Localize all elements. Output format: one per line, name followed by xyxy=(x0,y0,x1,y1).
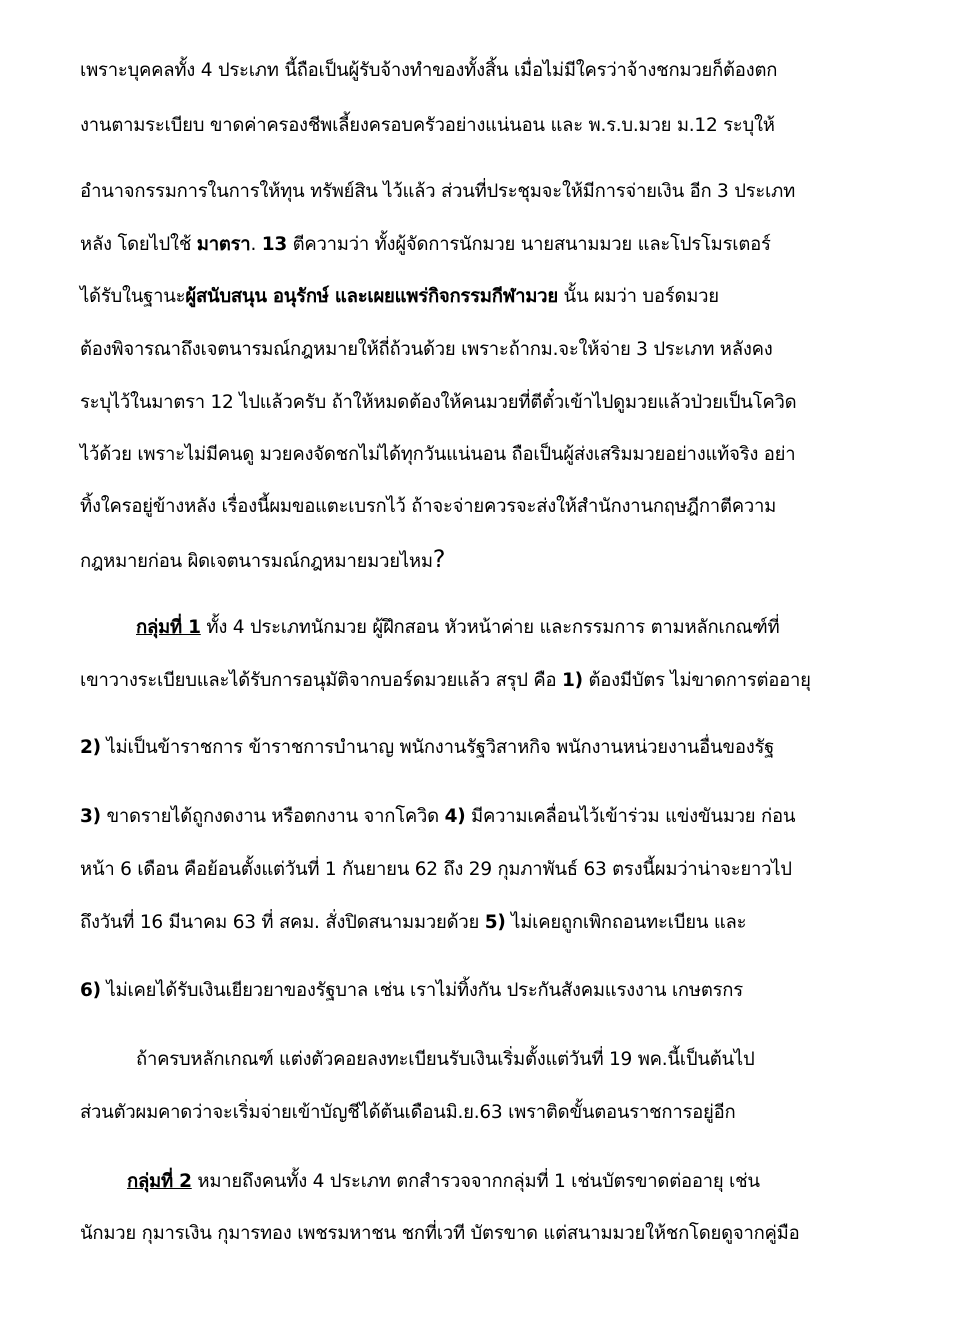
text-run: เขาวางระเบียบและได้รับการอนุมัติจากบอร์ดมวยแล้ว สรุป คือ xyxy=(80,670,563,691)
group-1-heading: กลุ่มที่ 1 xyxy=(136,617,201,638)
text-run: ไม่เป็นข้าราชการ ข้าราชการบำนาญ พนักงานรัฐวิสาหกิจ พนักงานหน่วยงานอื่นของรัฐ xyxy=(100,737,775,758)
item-number: 5) xyxy=(484,912,506,933)
group-2-heading: กลุ่มที่ 2 xyxy=(127,1171,192,1192)
text-run: ตีความว่า ทั้งผู้จัดการนักมวย นายสนามมวย และโปรโมรเตอร์ xyxy=(286,234,771,255)
paragraph-1-line-2 xyxy=(80,112,900,140)
text-run: ทิ้งใครอยู่ข้างหลัง เรื่องนี้ผมขอแตะเบรกไว้ ถ้าจะจ่ายควรจะส่งให้สำนักงานกฤษฎีกาตีความ xyxy=(80,496,777,517)
text-run: ไว้ด้วย เพราะไม่มีคนดู มวยคงจัดชกไม่ได้ทุกวันแน่นอน ถือเป็นผู้ส่งเสริมมวยอย่างแท้จริง อย่า xyxy=(80,444,796,465)
text-run: นั้น ผมว่า บอร์ดมวย xyxy=(557,286,719,307)
group-1-line-1 xyxy=(136,614,900,642)
registration-line-1 xyxy=(136,1046,900,1074)
text-run: กฎหมายก่อน ผิดเจตนารมณ์กฎหมายมวยไหม xyxy=(80,551,433,572)
bold-text-run: มาตรา xyxy=(196,234,251,255)
text-run: ถ้าครบหลักเกณฑ์ แต่งตัวคอยลงทะเบียนรับเงินเริ่มตั้งแต่วันที่ 19 พค.นี้เป็นต้นไป xyxy=(136,1049,755,1070)
text-run: ไม่เคยถูกเพิกถอนทะเบียน และ xyxy=(505,912,747,933)
group-2-line-1 xyxy=(127,1168,900,1196)
text-run: หลัง โดยไปใช้ xyxy=(80,234,197,255)
paragraph-1-line-10 xyxy=(80,545,900,576)
paragraph-1-line-9 xyxy=(80,493,900,521)
text-run: ทั้ง 4 ประเภทนักมวย ผู้ฝึกสอน หัวหน้าค่าย และกรรมการ ตามหลักเกณฑ์ที่ xyxy=(200,617,780,638)
text-run: เพราะบุคคลทั้ง 4 ประเภท นี้ถือเป็นผู้รับจ้างทำของทั้งสิ้น เมื่อไม่มีใครว่าจ้างชกมวยก็ต้องตก xyxy=(80,60,778,81)
paragraph-1-line-7 xyxy=(80,389,900,417)
text-run: ต้องพิจารณาถึงเจตนารมณ์กฎหมายให้ถี่ถ้วนด้วย เพราะถ้ากม.จะให้จ่าย 3 ประเภท หลังคง xyxy=(80,339,773,360)
text-run: . xyxy=(250,234,262,255)
paragraph-1-line-5 xyxy=(80,283,900,311)
item-number: 3) xyxy=(80,806,101,827)
text-run: ขาดรายได้ถูกงดงาน หรือตกงาน จากโควิด xyxy=(100,806,445,827)
registration-line-2 xyxy=(80,1099,900,1127)
paragraph-1-line-4 xyxy=(80,231,900,259)
bold-text-run: ผู้สนับสนุน อนุรักษ์ และเผยแพร่กิจกรรมกีฬามวย xyxy=(185,286,558,307)
group-1-line-7 xyxy=(80,977,900,1005)
question-mark: ? xyxy=(432,545,446,573)
text-run: ส่วนตัวผมคาดว่าจะเริ่มจ่ายเข้าบัญชีได้ต้นเดือนมิ.ย.63 เพราติดขั้นตอนราชการอยู่อีก xyxy=(80,1102,736,1123)
group-1-line-5 xyxy=(80,856,900,884)
item-number: 2) xyxy=(80,737,101,758)
text-run: ไม่เคยได้รับเงินเยียวยาของรัฐบาล เช่น เราไม่ทิ้งกัน ประกันสังคมแรงงาน เกษตรกร xyxy=(100,980,743,1001)
text-run: หมายถึงคนทั้ง 4 ประเภท ตกสำรวจจากกลุ่มที่ 1 เช่นบัตรขาดต่ออายุ เช่น xyxy=(191,1171,760,1192)
text-run: อำนาจกรรมการในการให้ทุน ทรัพย์สิน ไว้แล้ว ส่วนที่ประชุมจะให้มีการจ่ายเงิน อีก 3 ประเภท xyxy=(80,181,796,202)
text-run: ระบุไว้ในมาตรา 12 ไปแล้วครับ ถ้าให้หมดต้องให้คนมวยที่ตีตั๋วเข้าไปดูมวยแล้วป่วยเป็นโควิด xyxy=(80,392,797,413)
item-number: 1) xyxy=(562,670,583,691)
group-1-line-3 xyxy=(80,734,900,762)
group-1-line-4 xyxy=(80,803,900,831)
text-run: ถึงวันที่ 16 มีนาคม 63 ที่ สคม. สั่งปิดสนามมวยด้วย xyxy=(80,912,485,933)
text-run: ต้องมีบัตร ไม่ขาดการต่ออายุ xyxy=(582,670,811,691)
group-1-line-2 xyxy=(80,667,900,695)
paragraph-1-line-3 xyxy=(80,178,900,206)
item-number: 4) xyxy=(444,806,466,827)
group-2-line-2 xyxy=(80,1220,900,1248)
bold-text-run: 13 xyxy=(261,234,287,255)
text-run: ได้รับในฐานะ xyxy=(80,286,186,307)
paragraph-1-line-6 xyxy=(80,336,900,364)
text-run: มีความเคลื่อนไว้เข้าร่วม แข่งขันมวย ก่อน xyxy=(465,806,796,827)
item-number: 6) xyxy=(80,980,101,1001)
group-1-line-6 xyxy=(80,909,900,937)
paragraph-1-line-1 xyxy=(80,57,900,85)
text-run: งานตามระเบียบ ขาดค่าครองชีพเลี้ยงครอบครัวอย่างแน่นอน และ พ.ร.บ.มวย ม.12 ระบุให้ xyxy=(80,115,775,136)
text-run: นักมวย กุมารเงิน กุมารทอง เพชรมหาชน ชกที่เวที บัตรขาด แต่สนามมวยให้ชกโดยดูจากคู่มือ xyxy=(80,1223,800,1244)
text-run: หน้า 6 เดือน คือย้อนตั้งแต่วันที่ 1 กันยายน 62 ถึง 29 กุมภาพันธ์ 63 ตรงนี้ผมว่าน่าจะยาวไป xyxy=(80,859,792,880)
paragraph-1-line-8 xyxy=(80,441,900,469)
